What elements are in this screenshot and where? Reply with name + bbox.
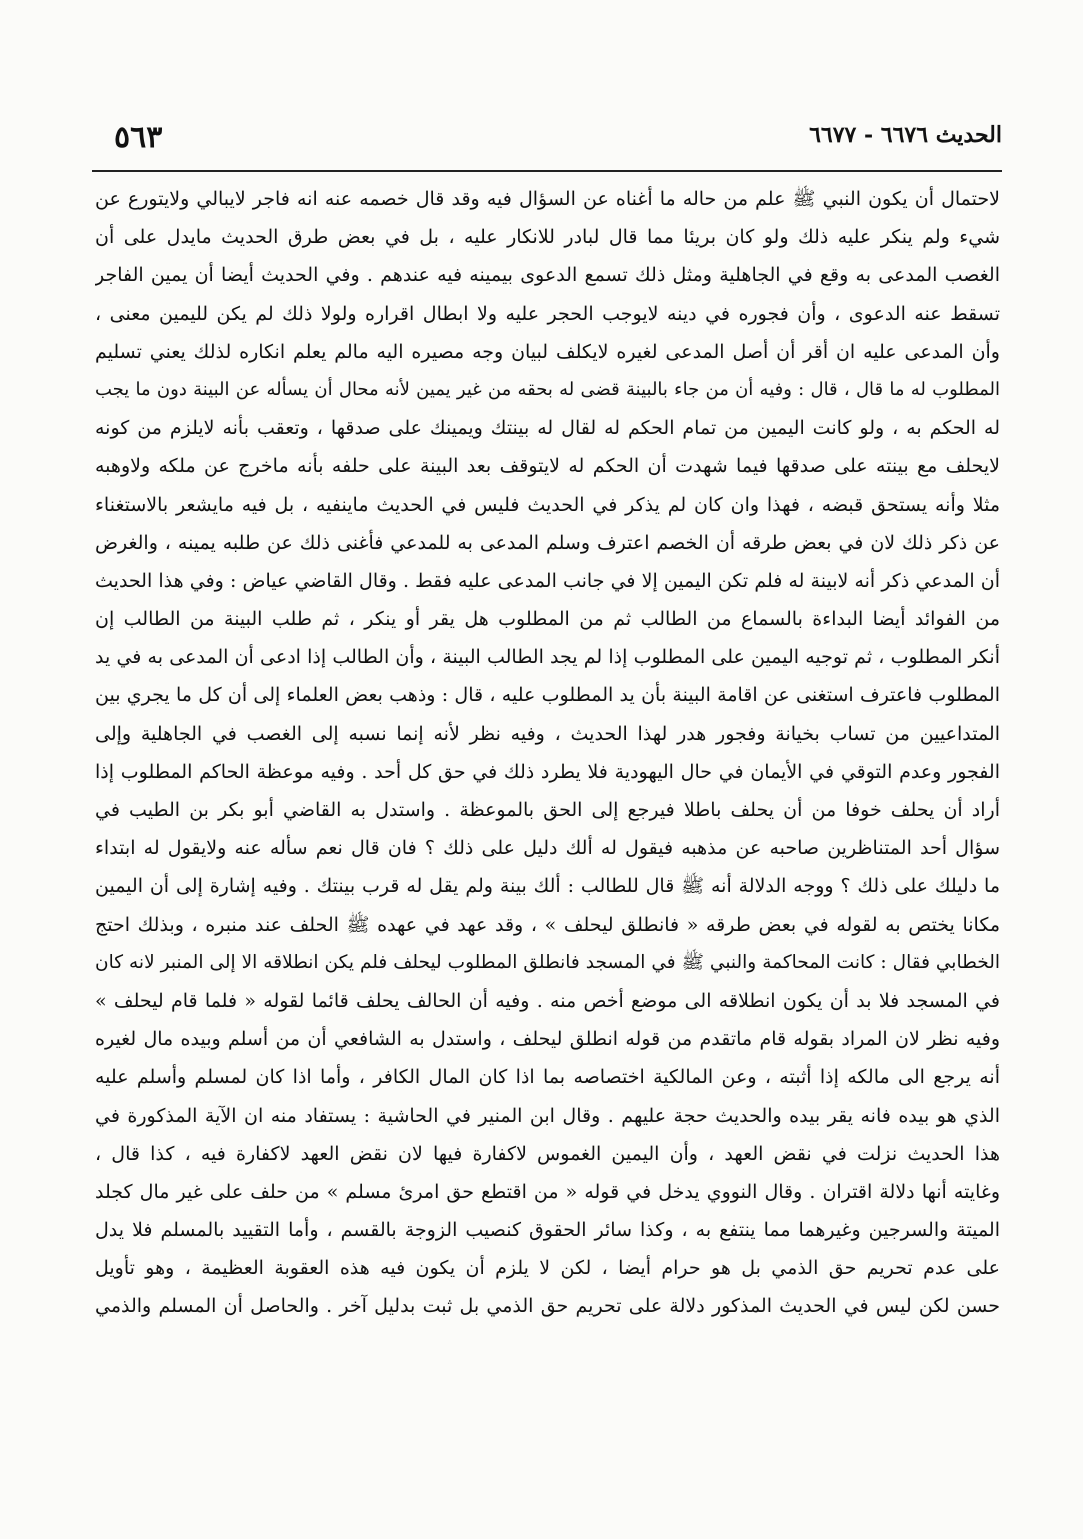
text-line: شيء ولم ينكر عليه ذلك ولو كان بريئا مما قال لبادر للانكار عليه ، بل في بعض طرق الحديث مايدل على أن	[95, 226, 1000, 249]
text-line: تسقط عنه الدعوى ، وأن فجوره في دينه لايوجب الحجر عليه ولا ابطال اقراره ولولا ذلك لم يكن لليمين معنى ،	[95, 302, 1000, 325]
text-line: وغايته أنها دلالة اقتران . وقال النووي يدخل في قوله « من اقتطع حق امرئ مسلم » من حلف على غير مال كجلد	[95, 1180, 1000, 1203]
text-line: أراد أن يحلف خوفا من أن يحلف باطلا فيرجع إلى الحق بالموعظة . واستدل به القاضي أبو بكر بن الطيب في	[95, 799, 1000, 821]
text-line: في المسجد فلا بد أن يكون انطلاقه الى موضع أخص منه . وفيه أن الحالف يحلف قائما لقوله « فلما قام ليحلف »	[95, 989, 1000, 1012]
text-line: وفيه نظر لان المراد بقوله قام ماتقدم من قوله انطلق ليحلف ، واستدل به الشافعي أن من أسلم وبيده مال لغيره	[95, 1028, 1000, 1051]
header-rule	[92, 170, 1002, 172]
text-line: مكانا يختص به لقوله في بعض طرقه « فانطلق ليحلف » ، وقد عهد في عهده ﷺ الحلف عند منبره ، وبذلك احتج	[95, 913, 1000, 936]
text-line: أنكر المطلوب ، ثم توجيه اليمين على المطلوب إذا لم يجد الطالب البينة ، وأن الطالب إذا ادعى أن المدعى به في يد	[95, 646, 1000, 669]
text-line: الميتة والسرجين وغيرهما مما ينتفع به ، وكذا سائر الحقوق كنصيب الزوجة بالقسم ، وأما التقييد بالمسلم فلا يدل	[95, 1219, 1000, 1242]
text-line: له الحكم به ، ولو كانت اليمين من تمام الحكم له لقال له بينتك ويمينك على صدقها ، وتعقب بأنه لايلزم من كونه	[95, 417, 1000, 440]
text-line: مثلا وأنه يستحق قبضه ، فهذا وان كان لم يذكر في الحديث فليس في الحديث ماينفيه ، بل فيه مايشعر بالاستغناء	[95, 493, 1000, 516]
text-line: سؤال أحد المتناظرين صاحبه عن مذهبه فيقول له ألك دليل على ذلك ؟ فان قال نعم سأله عنه ولايقول له ابتداء	[95, 837, 1000, 860]
page-header	[92, 118, 1002, 166]
text-line: الغصب المدعى به وقع في الجاهلية ومثل ذلك تسمع الدعوى بيمينه فيه عندهم . وفي الحديث أيضا أن يمين الفاجر	[95, 264, 1000, 287]
text-line: هذا الحديث نزلت في نقض العهد ، وأن اليمين الغموس لاكفارة فيها لان نقض العهد لاكفارة فيه ، كذا قال ،	[95, 1142, 1000, 1165]
text-line: عن ذكر ذلك لان في بعض طرقه أن الخصم اعترف وسلم المدعى به للمدعي فأغنى ذلك عن طلبه يمينه ، والغرض	[95, 531, 1000, 554]
text-line: المطلوب فاعترف استغنى عن اقامة البينة بأن يد المطلوب عليه ، قال : وذهب بعض العلماء إلى أن كل ما يجري بين	[95, 684, 1000, 707]
body-text	[95, 180, 1000, 1326]
text-line: على عدم تحريم حق الذمي بل هو حرام أيضا ، لكن لا يلزم أن يكون فيه هذه العقوبة العظيمة ، وهو تأويل	[95, 1257, 1000, 1280]
running-title: الحديث ٦٦٧٦ - ٦٦٧٧	[809, 122, 1002, 148]
text-line: المتداعيين من تساب بخيانة وفجور هدر لهذا الحديث ، وفيه نظر لأنه إنما نسبه إلى الغصب في الجاهلية وإلى	[95, 722, 1000, 745]
text-line: من الفوائد أيضا البداءة بالسماع من الطالب ثم من المطلوب هل يقر أو ينكر ، ثم طلب البينة من الطالب إن	[95, 608, 1000, 631]
text-line: ما دليلك على ذلك ؟ ووجه الدلالة أنه ﷺ قال للطالب : ألك بينة ولم يقل له قرب بينتك . وفيه إشارة إلى أن اليمين	[95, 875, 1000, 898]
text-line: لاحتمال أن يكون النبي ﷺ علم من حاله ما أغناه عن السؤال فيه وقد قال خصمه عنه انه فاجر لايبالي ولايتورع عن	[95, 188, 1000, 210]
text-line: الذي هو بيده فانه يقر بيده والحديث حجة عليهم . وقال ابن المنير في الحاشية : يستفاد منه ان الآية المذكورة في	[95, 1104, 1000, 1127]
text-line: أن المدعي ذكر أنه لابينة له فلم تكن اليمين إلا في جانب المدعى عليه فقط . وقال القاضي عياض : وفي هذا الحديث	[95, 569, 1000, 592]
text-line: وأن المدعى عليه ان أقر أن أصل المدعى لغيره لايكلف لبيان وجه مصيره اليه مالم يعلم انكاره لذلك يعني تسليم	[95, 340, 1000, 363]
page-number: ٥٦٣	[114, 120, 163, 155]
text-line: أنه يرجع الى مالكه إذا أثبته ، وعن المالكية اختصاصه بما اذا كان المال الكافر ، وأما اذا كان لمسلم وأسلم عليه	[95, 1066, 1000, 1089]
text-line: لايحلف مع بينته على صدقها فيما شهدت أن الحكم له لايتوقف بعد البينة على حلفه بأنه ماخرج عن ملكه ولاوهبه	[95, 455, 1000, 478]
text-line: الفجور وعدم التوقي في الأيمان في حال اليهودية فلا يطرد ذلك في حق كل أحد . وفيه موعظة الحاكم المطلوب إذا	[95, 760, 1000, 783]
text-line: حسن لكن ليس في الحديث المذكور دلالة على تحريم حق الذمي بل ثبت بدليل آخر . والحاصل أن المسلم والذمي	[95, 1295, 1000, 1318]
text-line: الخطابي فقال : كانت المحاكمة والنبي ﷺ في المسجد فانطلق المطلوب ليحلف فلم يكن انطلاقه الا إلى المنبر لانه كان	[95, 951, 1000, 973]
text-line: المطلوب له ما قال ، قال : وفيه أن من جاء بالبينة قضى له بحقه من غير يمين لأنه محال أن يسأله عن البينة دون ما يجب	[95, 378, 1000, 400]
